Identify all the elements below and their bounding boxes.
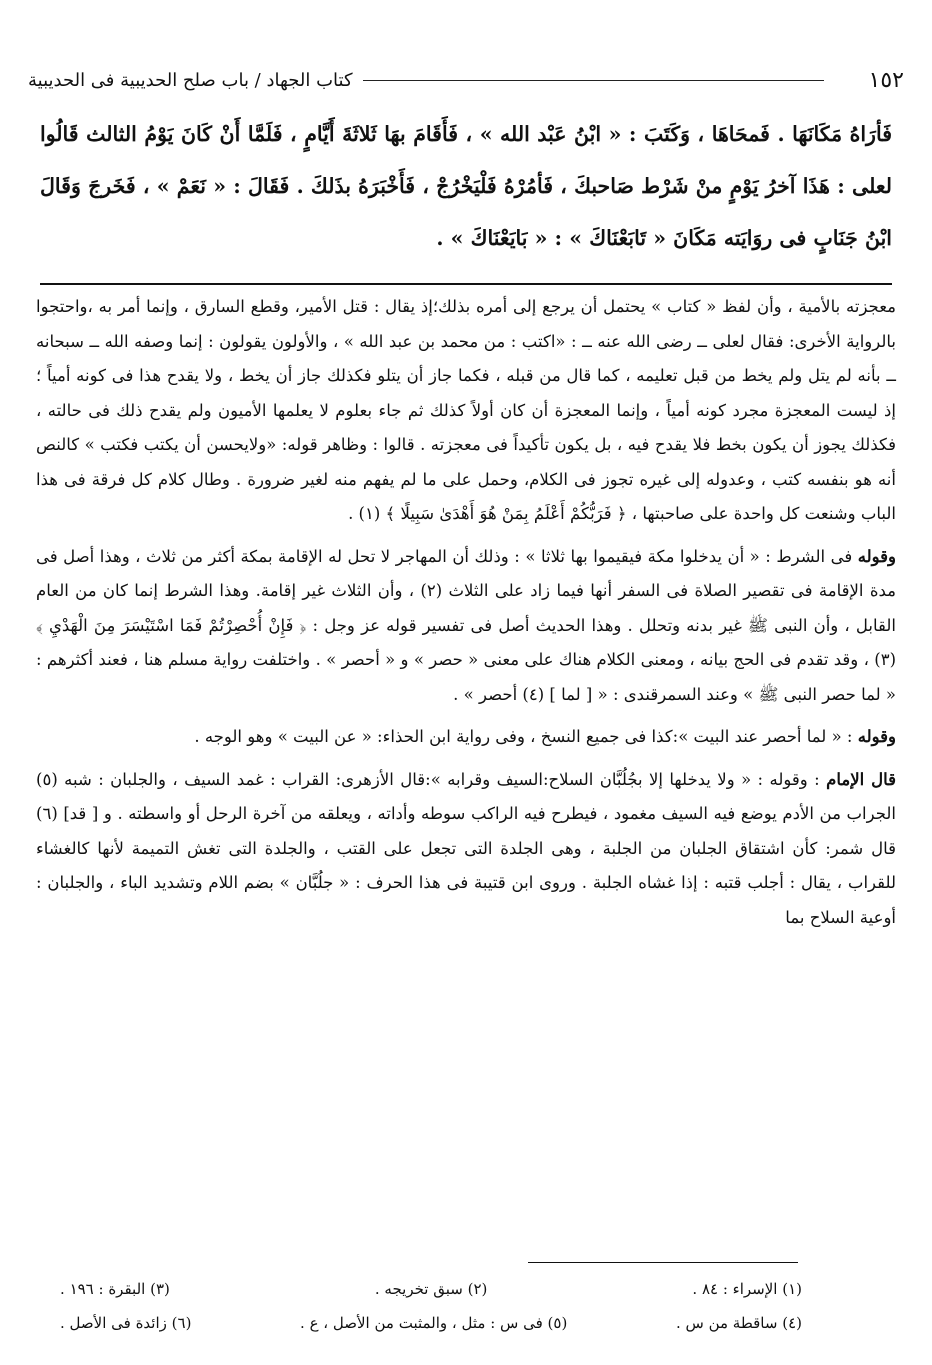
- footnote: (٦) زائدة فى الأصل .: [60, 1314, 192, 1332]
- header-rule: [363, 80, 824, 81]
- hadith-text: فَأرَاهُ مَكَانَهَا . فَمحَاهَا ، وَكَتَبَ : « ابْنُ عَبْد الله » ، فَأَقَامَ بهَا ثَلاثَةَ أَيَّامٍ ، فَلَمَّا أَنْ كَانَ يَوْمُ الثالث قَالُوا لعلى : هَذَا آخرُ يَوْمٍ منْ شَرْط صَاحبكَ ، فَأمُرْهُ فَلْيَخْرُجْ ، فَأَخْبَرَهُ بذَلكَ . فَقَالَ : « نَعَمْ » ، فَخَرجَ وَقَالَ ابْنُ جَنَابٍ فى روَايَته مَكَانَ « تَابَعْنَاكَ » : « بَايَعْنَاكَ » .: [40, 122, 892, 250]
- paragraph-text: : « لما أحصر عند البيت »:كذا فى جميع النسخ ، وفى رواية ابن الحذاء: « عن البيت » وهو الوجه .: [194, 727, 858, 746]
- running-title: كتاب الجهاد / باب صلح الحديبية فى الحديبية: [28, 69, 353, 91]
- footnote-divider: [528, 1262, 798, 1263]
- footnote: (١) الإسراء : ٨٤ .: [692, 1280, 802, 1298]
- commentary-paragraph: [36, 763, 896, 936]
- footnote-row: [60, 1272, 802, 1306]
- commentary: [36, 290, 896, 943]
- footnote: (٤) ساقطة من س .: [675, 1314, 802, 1332]
- page-header: [28, 62, 904, 98]
- commentary-paragraph: [36, 290, 896, 532]
- paragraph-lead: وقوله: [857, 546, 896, 566]
- footnote: (٣) البقرة : ١٩٦ .: [60, 1280, 170, 1298]
- paragraph-text: : وقوله : « ولا يدخلها إلا بجُلُبَّان السلاح:السيف وقرابه »:قال الأزهرى: القراب : غمد السيف ، والجلبان : شبه (٥) الجراب من الأدم يوضع فيه السيف مغمود ، فيطرح فيه الراكب سوطه وأداته ، ويعلقه من آخرة الرحل أو واسطته . و [ قد] (٦) قال شمر: كأن اشتقاق الجلبان من الجلبة ، وهى الجلدة التى تجعل على القتب ، والجلدة التى تغش التميمة لأنها كالغشاء للقراب ، يقال : أجلب قتبه : إذا غشاه الجلبة . وروى ابن قتيبة فى هذا الحرف : « جلُبَّان » بضم اللام وتشديد الباء ، والجلبان : أوعية السلاح بما: [36, 769, 896, 927]
- footnotes: [60, 1272, 802, 1340]
- page-number: ١٥٢: [868, 67, 904, 93]
- paragraph-text: فى الشرط : « أن يدخلوا مكة فيقيموا بها ثلاثا » : وذلك أن المهاجر لا تحل له الإقامة بمكة أكثر من ثلاث ، وهذا أصل فى مدة الإقامة فى تقصير الصلاة فى السفر أنها فيما زاد على الثلاث (٢) ، وأن الثلاث غير إقامة. وهذا الشرط إنما كان من العام القابل ، وأن النبى ﷺ غير بدنه وتحلل . وهذا الحديث أصل فى تفسير قوله عز وجل : ﴿ فَإِنْ أُحْصِرْتُمْ فَمَا اسْتَيْسَرَ مِنَ الْهَدْيِ ﴾ (٣) ، وقد تقدم فى الحج بيانه ، ومعنى الكلام هناك على معنى « حصر » و « أحصر » . واختلفت رواية مسلم هنا ، فعند أكثرهم : « لما حصر النبى ﷺ » وعند السمرقندى : « [ لما ] (٤) أحصر » .: [36, 546, 896, 704]
- paragraph-lead: قال الإمام: [826, 769, 896, 789]
- paragraph-text: معجزته بالأمية ، وأن لفظ « كتاب » يحتمل أن يرجع إلى أمره بذلك؛إذ يقال : قتل الأمير، وقطع السارق ، وإنما أمر به ،واحتجوا بالرواية الأخرى: فقال لعلى ــ رضى الله عنه ــ : «اكتب : من محمد بن عبد الله » ، والأولون يقولون : إنما وصفه الله ــ سبحانه ــ بأنه لم يتل ولم يخط من قبل تعليمه ، كما قال من قبله ، فكما جاز أن يتلو فكذلك جاز أن يخط ، ولا يقدح هذا فى كونه أمياً ؛ إذ ليست المعجزة مجرد كونه أمياً ، وإنما المعجزة أن كان أولاً كذلك ثم جاء بعلوم لا يعلمها الأميون ولم يقدح ذلك فى حالته ، فكذلك يجوز أن يكون بخط فلا يقدح فيه ، بل يكون تأكيداً فى معجزته . قالوا : وظاهر قوله: «ولايحسن أن يكتب فكتب » كالنص أنه هو بنفسه كتب ، وعدوله إلى غيره تجوز فى الكلام، وحمل على ما لم يفهم منه لغير ضرورة . وطال كلام كل فرقة فى هذا الباب وشنعت كل واحدة على صاحبتها ، ﴿ فَرَبُّكُمْ أَعْلَمُ بِمَنْ هُوَ أَهْدَىٰ سَبِيلًا ﴾ (١) .: [36, 297, 896, 523]
- footnote: (٢) سبق تخريجه .: [374, 1280, 488, 1298]
- section-divider: [40, 283, 892, 285]
- footnote-row: [60, 1306, 802, 1340]
- footnote: (٥) فى س : مثل ، والمثبت من الأصل ، ع .: [300, 1314, 568, 1332]
- paragraph-lead: وقوله: [857, 727, 896, 746]
- commentary-paragraph: [36, 540, 896, 713]
- commentary-paragraph: [36, 720, 896, 755]
